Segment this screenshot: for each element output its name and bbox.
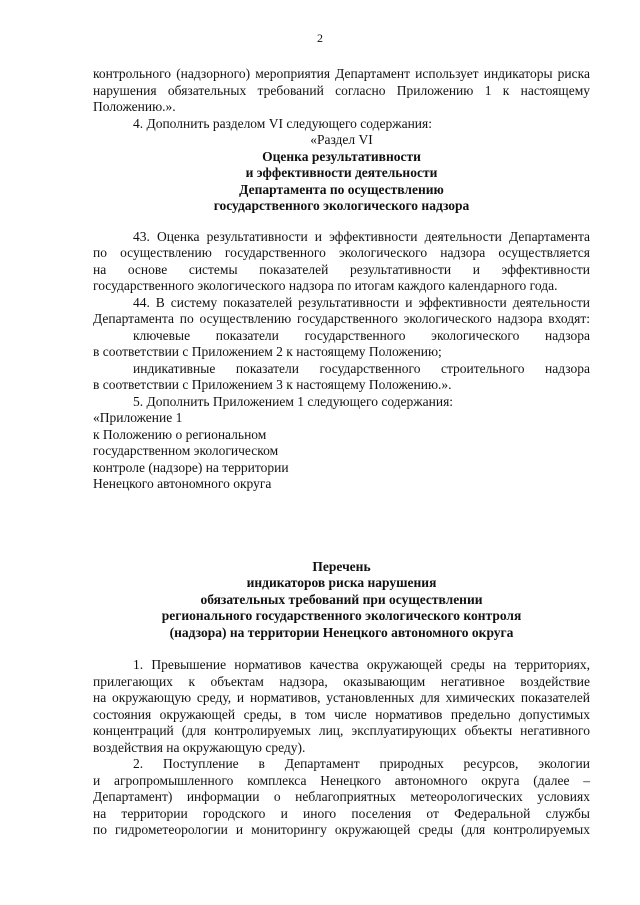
spacer [93,215,590,229]
section-title-line: и эффективности деятельности [245,165,438,180]
spacer [93,493,590,559]
indicator-1-line: воздействия на окружающую среду). [93,739,306,755]
appendix-ref-line: контроле (надзоре) на территории [93,459,289,475]
item-4: 4. Дополнить разделом VI следующего содержания: [133,115,432,131]
section-title-line: государственного экологического надзора [213,198,470,213]
indicative-indicators-line: индикативные показатели государственного строительного надзора [133,360,590,376]
section-heading: «Раздел VI [310,132,373,147]
indicator-2-line: Департамент) информации о неблагоприятных метеорологических условиях [93,789,590,804]
item-5: 5. Дополнить Приложением 1 следующего содержания: [133,393,454,409]
indicator-2-line: 2. Поступление в Департамент природных ресурсов, экологии [133,756,590,771]
section-title-line: Оценка результативности [262,148,421,164]
indicative-indicators-line: в соответствии с Приложением 3 к настоящему Положению.». [93,377,452,392]
intro-line: Положению.». [93,99,176,114]
indicator-2-line: по гидрометеорологии и мониторингу окружающей среды (для контролируемых [93,822,590,837]
appendix-ref-line: «Приложение 1 [93,410,183,425]
paragraph-43-line: государственного экологического надзора по итогам каждого календарного года. [93,278,558,293]
appendix-ref-line: Ненецкого автономного округа [93,476,272,491]
indicator-1-line: на окружающую среду, и нормативов, установленных для химических показателей [93,690,590,705]
paragraph-43-line: по осуществлению государственного экологического надзора осуществляется [93,245,590,260]
spacer [93,641,590,657]
intro-line: контрольного (надзорного) мероприятия Департамент использует индикаторы риска [93,66,590,81]
appendix-ref-line: к Положению о региональном [93,426,267,442]
list-title-line: регионального государственного экологического контроля [161,608,522,623]
paragraph-44-line: 44. В систему показателей результативности и эффективности деятельности [133,294,590,310]
indicator-1-line: концентраций (для контролируемых лиц, эксплуатирующих объекты негативного [93,723,590,738]
list-title-line: индикаторов риска нарушения [246,575,437,590]
document-body [93,66,590,839]
indicator-2-line: на территории городского и иного поселения от Федеральной службы [93,805,590,821]
key-indicators-line: в соответствии с Приложением 2 к настоящему Положению; [93,344,442,359]
intro-line: нарушения обязательных требований согласно Приложению 1 к настоящему [93,82,590,98]
list-title-line: обязательных требований при осуществлении [200,591,483,607]
page-number: 2 [317,31,323,45]
paragraph-43-line: на основе системы показателей результативности и эффективности [93,261,590,277]
indicator-2-line: и агропромышленного комплекса Ненецкого автономного округа (далее – [93,772,590,788]
list-title-line: Перечень [312,558,371,574]
appendix-ref-line: государственном экологическом [93,443,279,458]
indicator-1-line: прилегающих к объектам надзора, оказывающим негативное воздействие [93,673,590,689]
indicator-1-line: 1. Превышение нормативов качества окружающей среды на территориях, [133,657,590,672]
paragraph-43-line: 43. Оценка результативности и эффективности деятельности Департамента [133,228,590,244]
list-title-line: (надзора) на территории Ненецкого автономного округа [169,624,514,640]
paragraph-44-line: Департамента по осуществлению государственного экологического надзора входят: [93,311,590,326]
section-title-line: Департамента по осуществлению [239,181,444,197]
key-indicators-line: ключевые показатели государственного экологического надзора [133,327,590,343]
indicator-1-line: состояния окружающей среды, в том числе нормативов предельно допустимых [93,706,590,722]
